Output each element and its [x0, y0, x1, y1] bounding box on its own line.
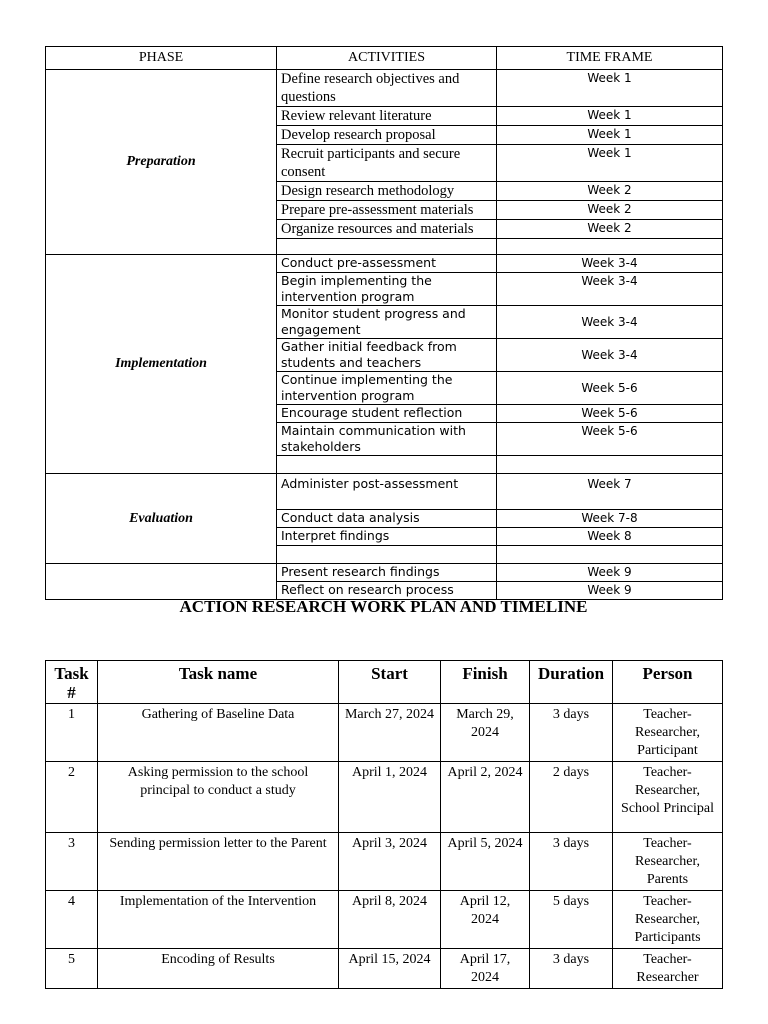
activity-cell: Organize resources and materials: [277, 220, 497, 239]
empty-cell: [277, 239, 497, 255]
task-duration: 2 days: [530, 762, 613, 833]
task-number-header: Task #: [46, 661, 98, 704]
time-cell: Week 3-4: [497, 255, 723, 273]
activity-cell: Conduct pre-assessment: [277, 255, 497, 273]
task-start: April 8, 2024: [339, 891, 441, 949]
table-row: [46, 255, 723, 273]
task-duration: 3 days: [530, 833, 613, 891]
table-row: [46, 704, 723, 762]
task-name: Encoding of Results: [98, 949, 339, 989]
phase-empty: [46, 564, 277, 600]
time-cell: Week 5-6: [497, 372, 723, 405]
task-duration: 3 days: [530, 704, 613, 762]
time-cell: Week 3-4: [497, 339, 723, 372]
empty-cell: [497, 239, 723, 255]
task-number: 2: [46, 762, 98, 833]
task-finish: April 12, 2024: [441, 891, 530, 949]
empty-cell: [277, 546, 497, 564]
task-number: 4: [46, 891, 98, 949]
task-table-header: [46, 661, 723, 704]
activity-cell: Reflect on research process: [277, 582, 497, 600]
activity-cell: Encourage student reflection: [277, 405, 497, 423]
task-person: Teacher-Researcher, Participants: [613, 891, 723, 949]
activity-cell: Maintain communication with stakeholders: [277, 423, 497, 456]
task-name-header: Task name: [98, 661, 339, 704]
table-row: [46, 949, 723, 989]
task-finish: April 17, 2024: [441, 949, 530, 989]
activity-cell: Prepare pre-assessment materials: [277, 201, 497, 220]
task-name: Asking permission to the school principal to conduct a study: [98, 762, 339, 833]
task-start: March 27, 2024: [339, 704, 441, 762]
time-cell: Week 2: [497, 201, 723, 220]
time-cell: Week 9: [497, 564, 723, 582]
task-number: 1: [46, 704, 98, 762]
phase-evaluation: Evaluation: [46, 474, 277, 564]
phase-implementation: Implementation: [46, 255, 277, 474]
empty-cell: [277, 456, 497, 474]
table-row: [46, 891, 723, 949]
time-cell: Week 5-6: [497, 405, 723, 423]
task-duration: 3 days: [530, 949, 613, 989]
table-row: [46, 833, 723, 891]
time-cell: Week 7-8: [497, 510, 723, 528]
table-row: [46, 564, 723, 582]
phase-header: PHASE: [46, 47, 277, 70]
task-duration: 5 days: [530, 891, 613, 949]
empty-cell: [497, 546, 723, 564]
task-name: Gathering of Baseline Data: [98, 704, 339, 762]
table-row: [46, 762, 723, 833]
activity-cell: Continue implementing the intervention program: [277, 372, 497, 405]
time-cell: Week 2: [497, 182, 723, 201]
time-cell: Week 1: [497, 70, 723, 107]
task-finish: April 5, 2024: [441, 833, 530, 891]
activity-cell: Gather initial feedback from students and teachers: [277, 339, 497, 372]
duration-header: Duration: [530, 661, 613, 704]
task-name: Implementation of the Intervention: [98, 891, 339, 949]
time-cell: Week 3-4: [497, 273, 723, 306]
person-header: Person: [613, 661, 723, 704]
time-cell: Week 2: [497, 220, 723, 239]
task-person: Teacher-Researcher, Participant: [613, 704, 723, 762]
time-cell: Week 1: [497, 126, 723, 145]
phase-preparation: Preparation: [46, 70, 277, 255]
time-cell: Week 1: [497, 145, 723, 182]
time-cell: Week 5-6: [497, 423, 723, 456]
task-start: April 3, 2024: [339, 833, 441, 891]
activity-cell: Begin implementing the intervention program: [277, 273, 497, 306]
activity-cell: Monitor student progress and engagement: [277, 306, 497, 339]
table-row: [46, 70, 723, 107]
activity-cell: Develop research proposal: [277, 126, 497, 145]
time-cell: Week 3-4: [497, 306, 723, 339]
activity-cell: Define research objectives and questions: [277, 70, 497, 107]
activities-header: ACTIVITIES: [277, 47, 497, 70]
start-header: Start: [339, 661, 441, 704]
activity-cell: Conduct data analysis: [277, 510, 497, 528]
task-finish: April 2, 2024: [441, 762, 530, 833]
time-cell: Week 8: [497, 528, 723, 546]
phase-table: [45, 46, 723, 600]
finish-header: Finish: [441, 661, 530, 704]
activity-cell: Design research methodology: [277, 182, 497, 201]
time-cell: Week 7: [497, 474, 723, 510]
time-cell: Week 9: [497, 582, 723, 600]
time-frame-header: TIME FRAME: [497, 47, 723, 70]
phase-table-header: [46, 47, 723, 70]
task-number: 3: [46, 833, 98, 891]
task-finish: March 29, 2024: [441, 704, 530, 762]
task-person: Teacher-Researcher, Parents: [613, 833, 723, 891]
table-row: [46, 474, 723, 510]
task-number: 5: [46, 949, 98, 989]
task-name: Sending permission letter to the Parent: [98, 833, 339, 891]
task-person: Teacher-Researcher, School Principal: [613, 762, 723, 833]
empty-cell: [497, 456, 723, 474]
activity-cell: Administer post-assessment: [277, 474, 497, 510]
page-title: ACTION RESEARCH WORK PLAN AND TIMELINE: [179, 597, 588, 616]
activity-cell: Interpret findings: [277, 528, 497, 546]
activity-cell: Present research findings: [277, 564, 497, 582]
task-person: Teacher-Researcher: [613, 949, 723, 989]
activity-cell: Review relevant literature: [277, 107, 497, 126]
task-start: April 1, 2024: [339, 762, 441, 833]
time-cell: Week 1: [497, 107, 723, 126]
activity-cell: Recruit participants and secure consent: [277, 145, 497, 182]
task-table: [45, 660, 723, 989]
task-start: April 15, 2024: [339, 949, 441, 989]
